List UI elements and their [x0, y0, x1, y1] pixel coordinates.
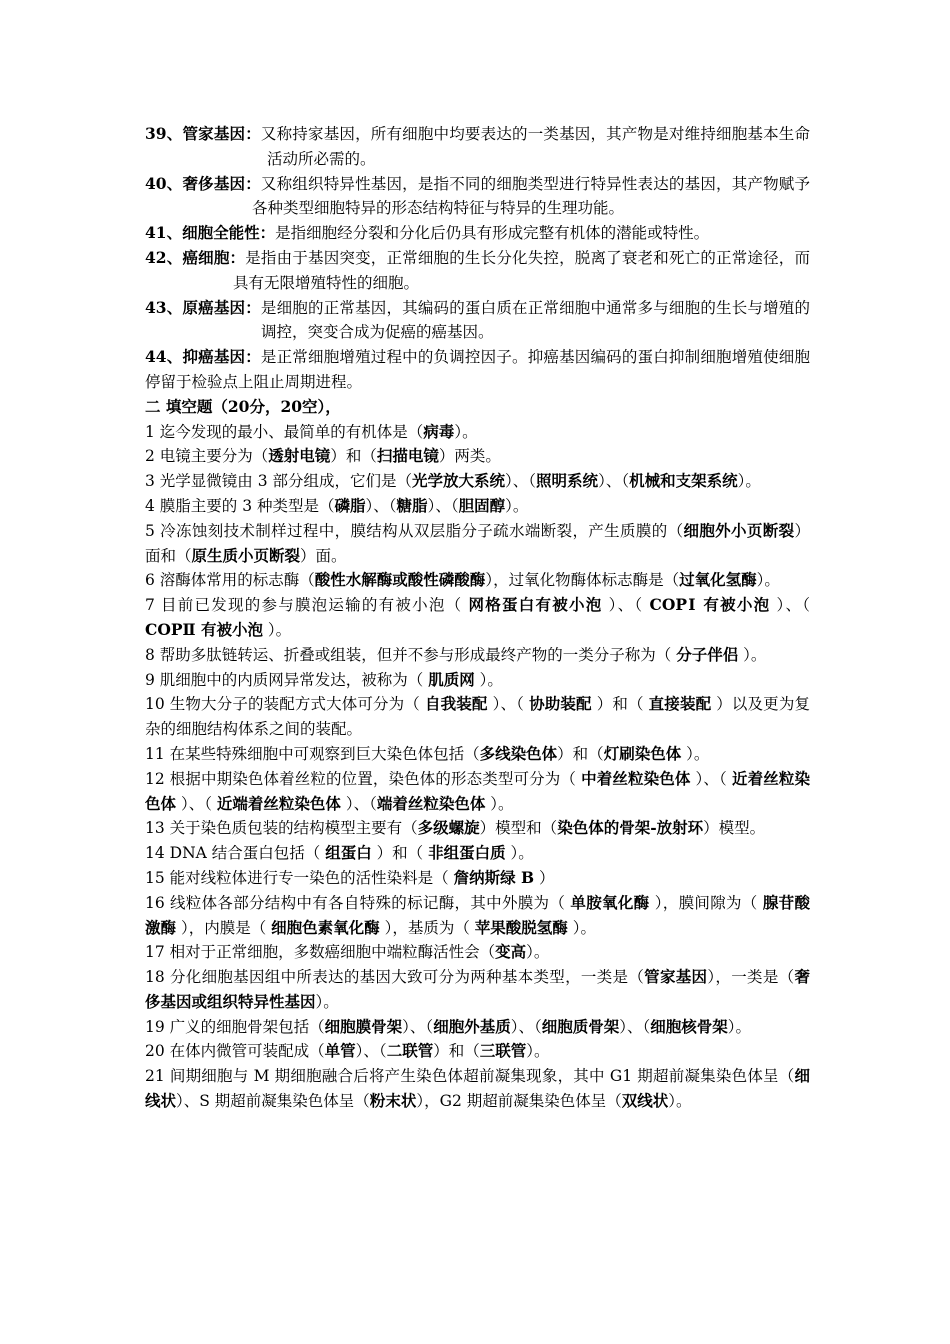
- question-text: 8 帮助多肽链转运、折叠或组装，但并不参与形成最终产物的一类分子称为（: [145, 645, 677, 664]
- answer-text: 细胞膜骨架: [324, 1016, 403, 1036]
- question-item: [145, 940, 810, 965]
- answer-text: 病毒: [423, 421, 455, 441]
- answer-text: 奢侈基因或组织特异性基因: [145, 967, 810, 1011]
- definition-text: 是细胞的正常基因，其编码的蛋白质在正常细胞中通常多与细胞的生长与增殖的调控，突变合成为促癌的癌基因。: [260, 298, 810, 342]
- answer-text: 磷脂: [334, 495, 366, 515]
- question-text: ）、（: [510, 1017, 542, 1036]
- question-text: 9 肌细胞中的内质网异常发达，被称为（: [145, 670, 429, 689]
- answer-text: 三联管: [479, 1041, 527, 1061]
- question-text: 19 广义的细胞骨架包括（: [145, 1017, 325, 1036]
- question-text: 18 分化细胞基因组中所表达的基因大致可分为两种基本类型，一类是（: [145, 968, 645, 987]
- question-text: ）。: [526, 1042, 550, 1061]
- answer-text: 管家基因: [644, 967, 708, 987]
- document-content: [145, 122, 810, 1114]
- question-text: ）、（: [690, 769, 732, 788]
- answer-text: 照明系统: [536, 471, 599, 491]
- question-text: 3 光学显微镜由 3 部分组成，它们是（: [145, 472, 413, 491]
- question-text: ）和（: [433, 1042, 480, 1061]
- definition-39: [145, 122, 810, 172]
- question-text: ）、（: [770, 596, 810, 615]
- answer-text: 扫描电镜: [376, 446, 439, 466]
- question-text: ）和（: [371, 844, 429, 863]
- question-text: ）。: [681, 744, 710, 763]
- answer-text: 中着丝粒染色体: [581, 768, 691, 788]
- question-text: 5 冷冻蚀刻技术制样过程中，膜结构从双层脂分子疏水端断裂，产生质膜的（: [145, 521, 684, 540]
- definition-text: 是指细胞经分裂和分化后仍具有形成完整有机体的潜能或特性。: [275, 224, 710, 243]
- question-item: [145, 420, 810, 445]
- definition-43: [145, 296, 810, 346]
- answer-text: 近着丝粒染色体: [145, 768, 810, 813]
- answer-text: 多级螺旋: [417, 818, 480, 838]
- answer-text: 糖脂: [396, 495, 428, 515]
- question-item: [145, 593, 810, 643]
- answer-text: 端着丝粒染色体: [376, 793, 486, 813]
- question-text: 2 电镜主要分为（: [145, 447, 269, 466]
- question-item: [145, 742, 810, 767]
- question-text: 7 目前已发现的参与膜泡运输的有被小泡（: [145, 596, 469, 615]
- question-text: ），内膜是（: [176, 918, 272, 937]
- question-text: ）、（: [355, 1042, 387, 1061]
- definition-text: 是指由于基因突变，正常细胞的生长分化失控，脱离了衰老和死亡的正常途径，而具有无限增殖特性的细胞。: [233, 248, 810, 292]
- answer-text: 组蛋白: [325, 843, 372, 863]
- question-item: [145, 568, 810, 593]
- answer-text: 细胞质骨架: [541, 1016, 620, 1036]
- definition-term: 44、抑癌基因：: [145, 347, 261, 367]
- answer-text: 细胞外小页断裂: [683, 520, 795, 540]
- answer-text: 多线染色体: [479, 743, 558, 763]
- answer-text: 肌质网: [428, 669, 475, 689]
- question-text: 4 膜脂主要的 3 种类型是（: [145, 496, 335, 515]
- question-item: [145, 494, 810, 519]
- question-text: ）、（: [402, 1017, 434, 1036]
- question-text: 11 在某些特殊细胞中可观察到巨大染色体包括（: [145, 744, 480, 763]
- question-text: ）。: [738, 645, 767, 664]
- question-text: ）。: [526, 943, 550, 962]
- answer-text: 酸性水解酶或酸性磷酸酶: [314, 570, 486, 590]
- question-item: [145, 965, 810, 1015]
- answer-text: 灯刷染色体: [603, 743, 682, 763]
- question-item: [145, 469, 810, 494]
- question-text: 21 间期细胞与 M 期细胞融合后将产生染色体超前凝集现象，其中 G1 期超前凝集染色体呈（: [145, 1067, 795, 1086]
- question-text: ）。: [756, 571, 780, 590]
- definition-term: 41、细胞全能性：: [145, 223, 276, 243]
- question-text: ）、（: [176, 794, 217, 813]
- question-item: [145, 1064, 810, 1114]
- question-text: ）模型和（: [479, 819, 558, 838]
- question-text: 17 相对于正常细胞，多数癌细胞中端粒酶活性会（: [145, 943, 496, 962]
- question-list: [145, 420, 810, 1114]
- question-text: ），一类是（: [707, 968, 795, 987]
- question-item: [145, 444, 810, 469]
- question-text: ）。: [315, 992, 339, 1011]
- answer-text: 詹纳斯绿 B: [453, 867, 535, 887]
- question-text: ）和（: [591, 695, 649, 714]
- question-text: ）: [534, 868, 555, 887]
- question-text: ）、（: [340, 794, 377, 813]
- question-text: 1 迄今发现的最小、最简单的有机体是（: [145, 422, 424, 441]
- question-text: ），膜间隙为（: [649, 893, 763, 912]
- answer-text: 分子伴侣: [676, 644, 739, 664]
- answer-text: 胆固醇: [458, 495, 506, 515]
- question-item: [145, 1039, 810, 1064]
- answer-text: 细胞核骨架: [650, 1016, 728, 1036]
- answer-text: 腺苷酸激酶: [145, 892, 810, 937]
- definition-term: 40、奢侈基因：: [145, 173, 261, 193]
- answer-text: 原生质小页断裂: [191, 545, 301, 565]
- question-text: ）、（: [487, 695, 530, 714]
- definition-41: [145, 221, 810, 246]
- question-text: ）、S 期超前凝集染色体呈（: [176, 1092, 370, 1111]
- question-text: ）。: [567, 918, 596, 937]
- question-text: ），G2 期超前凝集染色体呈（: [416, 1092, 622, 1111]
- answer-text: 细胞色素氧化酶: [271, 917, 380, 937]
- answer-text: 染色体的骨架-放射环: [557, 818, 704, 838]
- answer-text: 单胺氧化酶: [570, 892, 650, 912]
- question-text: ）以及更为复杂的细胞结构体系之间的装配。: [145, 695, 810, 739]
- definition-44: [145, 345, 810, 395]
- question-item: [145, 692, 810, 742]
- question-item: [145, 519, 810, 569]
- question-text: ）面。: [300, 546, 347, 565]
- question-text: ）。: [505, 496, 529, 515]
- question-text: ）。: [485, 794, 514, 813]
- definition-term: 39、管家基因：: [145, 124, 261, 143]
- answer-text: 自我装配: [425, 694, 488, 714]
- question-item: [145, 668, 810, 693]
- question-text: 10 生物大分子的装配方式大体可分为（: [145, 695, 426, 714]
- question-item: [145, 643, 810, 668]
- definition-42: [145, 246, 810, 296]
- answer-text: 苹果酸脱氢酶: [474, 917, 568, 937]
- question-text: ）、（: [427, 496, 459, 515]
- answer-text: 直接装配: [648, 694, 712, 714]
- question-text: ）。: [737, 472, 761, 491]
- question-text: ）模型。: [703, 819, 766, 838]
- answer-text: COPⅡ 有被小泡: [145, 619, 263, 639]
- answer-text: 变高: [495, 942, 527, 962]
- question-text: 6 溶酶体常用的标志酶（: [145, 571, 315, 590]
- question-text: ）。: [262, 620, 292, 639]
- answer-text: 细线状: [145, 1066, 810, 1111]
- question-text: 13 关于染色质包装的结构模型主要有（: [145, 819, 418, 838]
- question-text: ）。: [505, 844, 534, 863]
- answer-text: 协助装配: [529, 694, 592, 714]
- question-text: ），基质为（: [379, 918, 475, 937]
- question-text: ）。: [474, 670, 503, 689]
- answer-text: 近端着丝粒染色体: [216, 793, 341, 813]
- question-item: [145, 816, 810, 841]
- answer-text: 单管: [324, 1041, 356, 1061]
- question-text: 20 在体内微管可装配成（: [145, 1042, 325, 1061]
- question-text: ）两类。: [438, 447, 501, 466]
- question-text: ）和（: [557, 744, 604, 763]
- question-text: ）、（: [602, 596, 650, 615]
- question-text: ）。: [668, 1092, 692, 1111]
- definition-term: 42、癌细胞：: [145, 247, 246, 267]
- section-title: 二 填空题（20分，20空），: [145, 396, 341, 416]
- question-text: ）。: [454, 422, 478, 441]
- question-text: ）和（: [330, 447, 377, 466]
- answer-text: 光学放大系统: [412, 471, 506, 491]
- question-item: [145, 891, 810, 941]
- question-text: 12 根据中期染色体着丝粒的位置，染色体的形态类型可分为（: [145, 769, 582, 788]
- question-text: ）、（: [365, 496, 397, 515]
- question-item: [145, 841, 810, 866]
- answer-text: 过氧化氢酶: [679, 570, 757, 590]
- question-text: ）、（: [619, 1017, 651, 1036]
- answer-text: 透射电镜: [268, 446, 331, 466]
- definition-term: 43、原癌基因：: [145, 297, 261, 317]
- answer-text: 粉末状: [369, 1091, 417, 1111]
- question-item: [145, 866, 810, 891]
- answer-text: 非组蛋白质: [428, 843, 506, 863]
- question-text: ）、（: [505, 472, 537, 491]
- definition-text: 又称持家基因，所有细胞中均要表达的一类基因，其产物是对维持细胞基本生命活动所必需的。: [260, 125, 810, 168]
- definition-text: 是正常细胞增殖过程中的负调控因子。抑癌基因编码的蛋白抑制细胞增殖使细胞停留于检验点上阻止周期进程。: [145, 348, 810, 391]
- question-text: 14 DNA 结合蛋白包括（: [145, 844, 326, 863]
- answer-text: 双线状: [621, 1091, 669, 1111]
- question-text: ）。: [727, 1017, 752, 1036]
- answer-text: 网格蛋白有被小泡: [468, 595, 603, 615]
- question-text: 15 能对线粒体进行专一染色的活性染料是（: [145, 868, 454, 887]
- answer-text: 细胞外基质: [433, 1016, 511, 1036]
- question-text: ）面和（: [145, 521, 810, 565]
- answer-text: 机械和支架系统: [629, 471, 738, 491]
- question-text: 16 线粒体各部分结构中有各自特殊的标记酶，其中外膜为（: [145, 893, 571, 912]
- definition-40: [145, 172, 810, 222]
- question-item: [145, 1015, 810, 1040]
- answer-text: 二联管: [386, 1041, 434, 1061]
- question-text: ）、（: [598, 472, 630, 491]
- definition-text: 又称组织特异性基因，是指不同的细胞类型进行特异性表达的基因，其产物赋予各种类型细胞特异的形态结构特征与特异的生理功能。: [252, 174, 810, 218]
- answer-text: COPⅠ 有被小泡: [649, 595, 771, 615]
- question-text: ），过氧化物酶体标志酶是（: [485, 571, 680, 590]
- question-item: [145, 767, 810, 817]
